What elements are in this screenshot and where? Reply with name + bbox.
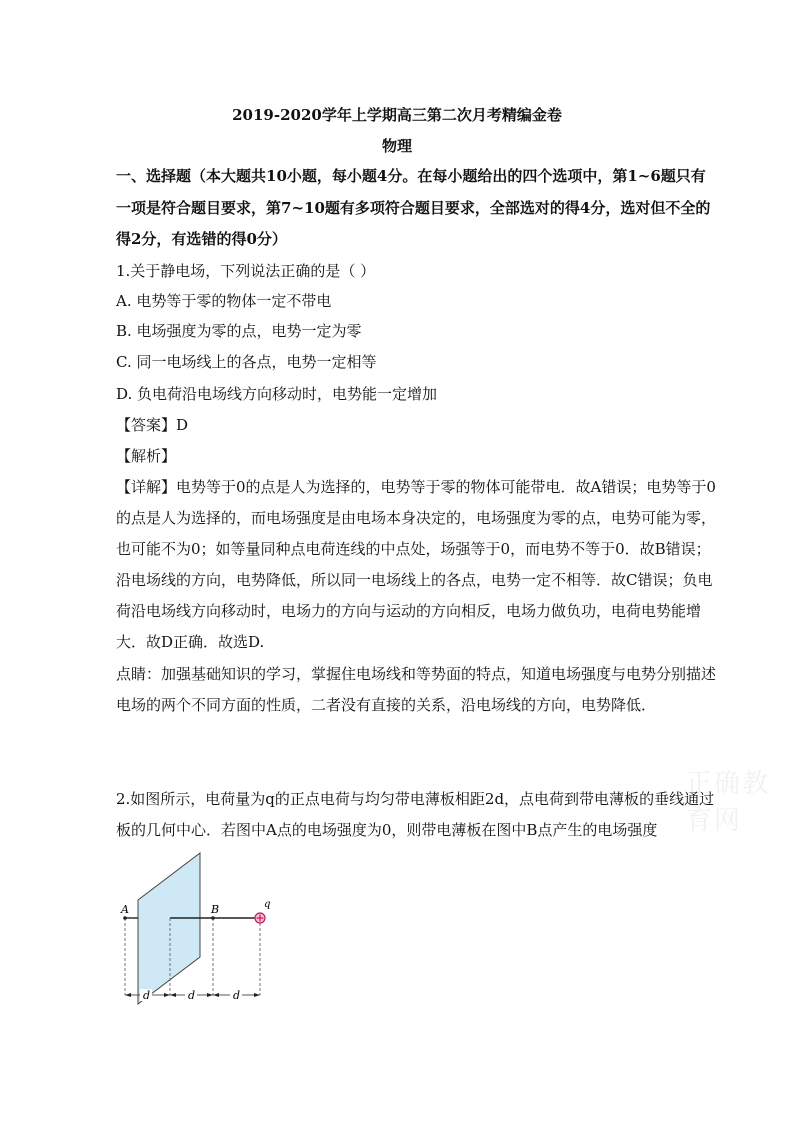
label-b: B xyxy=(211,903,220,916)
question-2-stem-line: 2.如图所示，电荷量为q的正点电荷与均匀带电薄板相距2d，点电荷到带电薄板的垂线通过 xyxy=(116,790,715,808)
section-instruction-line: 一、选择题（本大题共10小题，每小题4分。在每小题给出的四个选项中，第1~6题只有 xyxy=(116,167,706,185)
dimension-arrow xyxy=(164,993,170,997)
label-a: A xyxy=(121,903,129,916)
dimension-arrow xyxy=(207,993,213,997)
dimension-arrow xyxy=(213,993,219,997)
detail-line: 也可能不为0；如等量同种点电荷连线的中点处，场强等于0，而电势不等于0．故B错误； xyxy=(116,540,711,558)
exam-title: 2019-2020学年上学期高三第二次月考精编金卷 xyxy=(232,106,562,124)
charged-plate-figure xyxy=(110,845,280,1015)
comment-line: 点睛：加强基础知识的学习，掌握住电场线和等势面的特点，知道电场强度与电势分别描述 xyxy=(116,665,717,683)
label-q: q xyxy=(264,899,271,910)
detail-line: 大．故D正确．故选D. xyxy=(116,633,265,651)
detail-line: 的点是人为选择的，而电场强度是由电场本身决定的，电场强度为零的点，电势可能为零， xyxy=(116,509,717,527)
comment-line: 电场的两个不同方面的性质，二者没有直接的关系，沿电场线的方向，电势降低． xyxy=(116,696,657,714)
watermark: 正确教育网 xyxy=(686,769,771,836)
question-1-option-c: C. 同一电场线上的各点，电势一定相等 xyxy=(116,353,377,371)
dimension-label-d: d xyxy=(143,989,151,1002)
dimension-arrow xyxy=(254,993,260,997)
question-1-option-a: A. 电势等于零的物体一定不带电 xyxy=(116,292,332,310)
point-a xyxy=(123,916,127,920)
detail-line: 【详解】电势等于0的点是人为选择的，电势等于零的物体可能带电．故A错误；电势等于0 xyxy=(116,478,716,496)
question-1-option-b: B. 电场强度为零的点，电势一定为零 xyxy=(116,322,362,340)
section-instruction-line: 一项是符合题目要求，第7~10题有多项符合题目要求，全部选对的得4分，选对但不全的 xyxy=(116,199,711,217)
question-1-option-d: D. 负电荷沿电场线方向移动时，电势能一定增加 xyxy=(116,385,438,403)
dimension-arrow xyxy=(170,993,176,997)
detail-line: 荷沿电场线方向移动时，电场力的方向与运动的方向相反，电场力做负功，电荷电势能增 xyxy=(116,602,702,620)
question-2-stem-line: 板的几何中心．若图中A点的电场强度为0，则带电薄板在图中B点产生的电场强度 xyxy=(116,821,658,839)
section-instruction-line: 得2分，有选错的得0分） xyxy=(116,230,287,248)
charged-plate xyxy=(138,853,200,1004)
dimension-arrow xyxy=(125,993,131,997)
analysis-heading: 【解析】 xyxy=(116,447,177,465)
question-1-stem: 1.关于静电场，下列说法正确的是（ ） xyxy=(116,262,376,280)
answer-label: 【答案】D xyxy=(116,416,189,434)
detail-line: 沿电场线的方向，电势降低，所以同一电场线上的各点，电势一定不相等．故C错误；负电 xyxy=(116,571,713,589)
dimension-label-d: d xyxy=(188,989,196,1002)
subject-title: 物理 xyxy=(381,137,412,155)
dimension-label-d: d xyxy=(233,989,241,1002)
point-b xyxy=(211,916,215,920)
